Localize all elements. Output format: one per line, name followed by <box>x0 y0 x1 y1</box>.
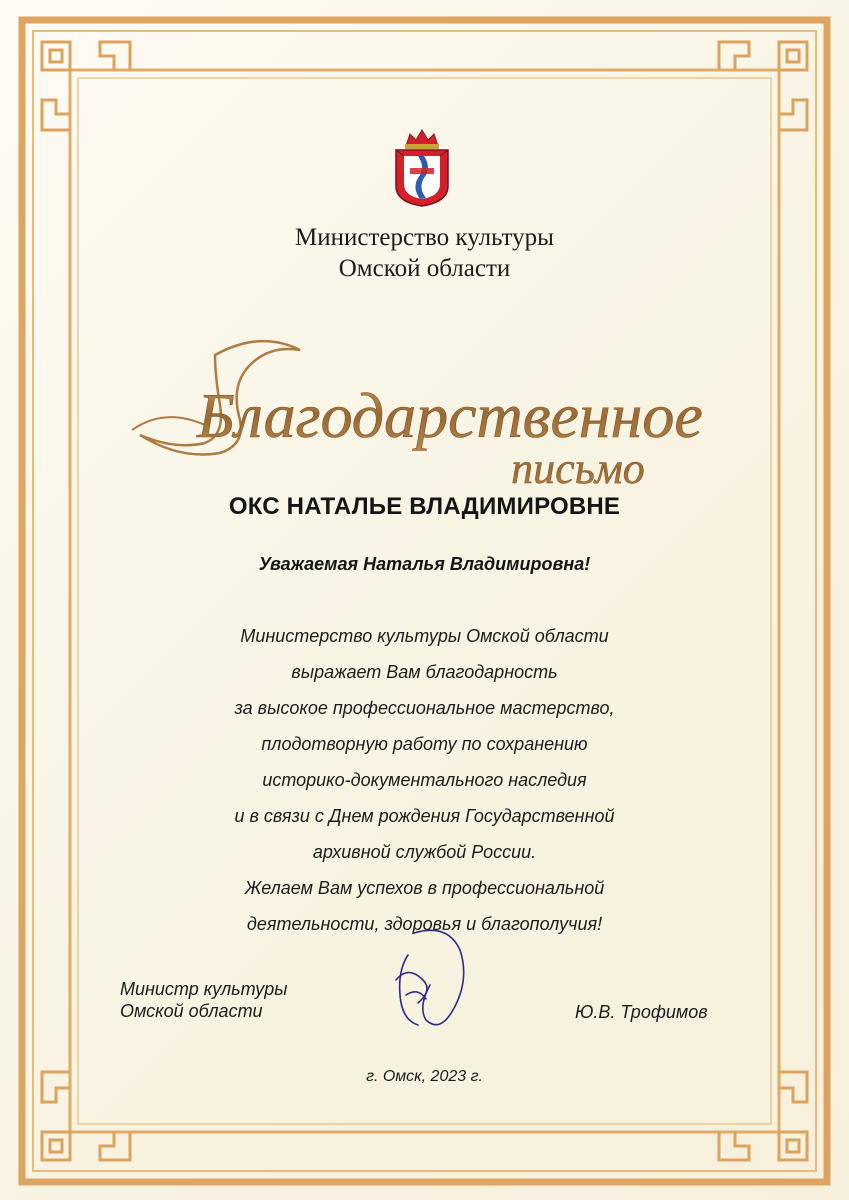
body-line: и в связи с Днем рождения Государственной <box>234 806 615 826</box>
place-and-date: г. Омск, 2023 г. <box>366 1068 483 1085</box>
body-line: Желаем Вам успехов в профессиональной <box>244 878 605 898</box>
letter-body <box>0 618 849 942</box>
body-line: выражает Вам благодарность <box>291 662 558 682</box>
signatory-position-line-2: Омской области <box>120 1001 263 1021</box>
body-line: Министерство культуры Омской области <box>240 626 609 646</box>
body-line: плодотворную работу по сохранению <box>261 734 588 754</box>
recipient-name: ОКС НАТАЛЬЕ ВЛАДИМИРОВНЕ <box>228 493 621 520</box>
signatory-position-line-1: Министр культуры <box>120 979 288 999</box>
omsk-region-coat-of-arms-icon <box>388 128 456 208</box>
title-line-1: Благодарственное <box>197 380 703 451</box>
title-line-2: письмо <box>511 444 645 485</box>
body-line: архивной службой России. <box>312 842 537 862</box>
body-line: деятельности, здоровья и благополучия! <box>246 914 603 934</box>
signatory-position <box>120 978 288 1022</box>
ministry-line-2: Омской области <box>338 255 511 282</box>
document-title <box>120 325 720 485</box>
body-line: историко-документального наследия <box>262 770 587 790</box>
signatory-name: Ю.В. Трофимов <box>575 1002 708 1022</box>
salutation: Уважаемая Наталья Владимировна! <box>258 554 591 574</box>
ministry-line-1: Министерство культуры <box>295 224 554 251</box>
body-line: за высокое профессиональное мастерство, <box>234 698 615 718</box>
ministry-name <box>0 222 849 284</box>
handwritten-signature-icon <box>378 925 478 1035</box>
